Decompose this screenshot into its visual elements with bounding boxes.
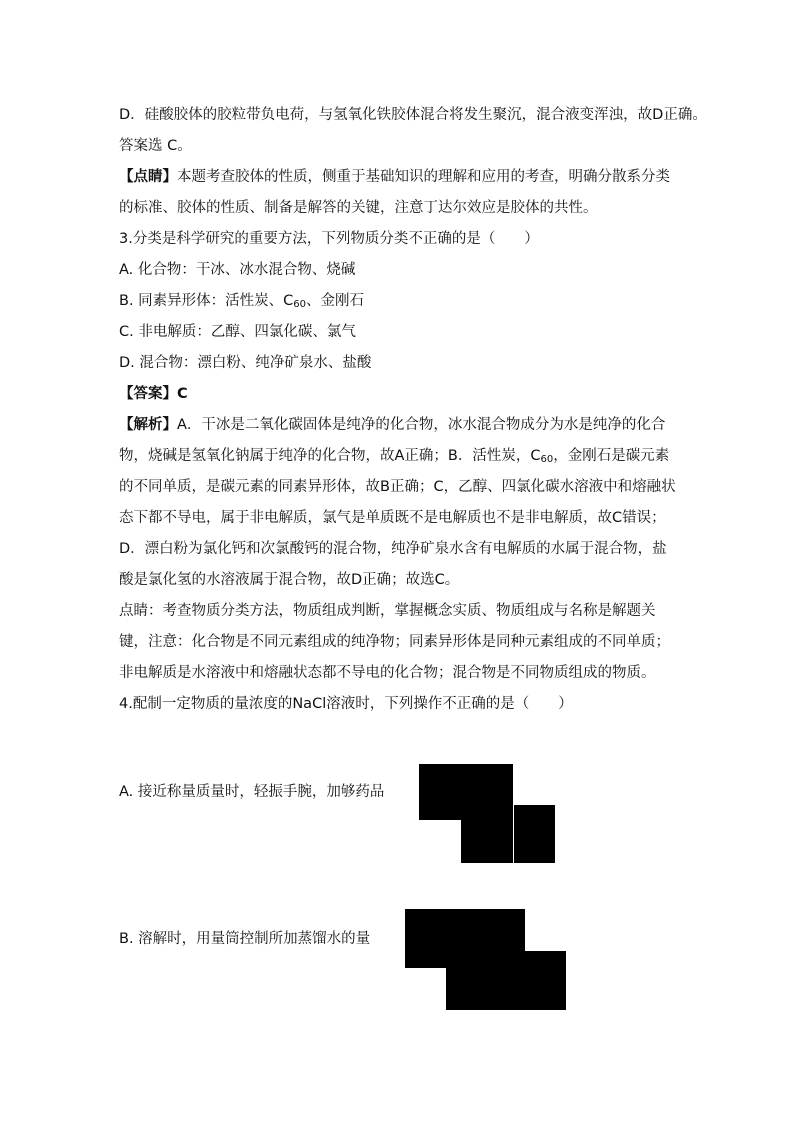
option-d-explanation: D．硅酸胶体的胶粒带负电荷，与氢氧化铁胶体混合将发生聚沉，混合液变浑浊，故D正确。	[119, 107, 707, 123]
question-3-analysis: 【解析】A．干冰是二氧化碳固体是纯净的化合物，冰水混合物成分为水是纯净的化合物，烧碱是氢氧化钠属于纯净的化合物，故A正确；B．活性炭，$C_{60}$，金刚石是碳元素的不同单质，是碳元素的同素异形体，故B正确；C，乙醇、四氯化碳水溶液中和熔融状态下都不导电，属于非电解质，氯气是单质既不是电解质也不是非电解质，故C错误；D．漂白粉为氯化钙和次氯酸钙的混合物，纯净矿泉水含有电解质的水属于混合物，盐酸是氯化氢的水溶液属于混合物，故D正确；故选C。	[119, 417, 676, 588]
question-3-option-c: C. 非电解质：乙醇、四氯化碳、氯气	[119, 324, 356, 340]
dianjing-paragraph	[119, 162, 679, 224]
question-3-answer: 【答案】C	[119, 386, 188, 402]
dianjing-text: 本题考查胶体的性质，侧重于基础知识的理解和应用的考查，明确分散系分类的标准、胶体的性质、制备是解答的关键，注意丁达尔效应是胶体的共性。	[119, 169, 670, 216]
question-3-dianjing: 点睛：考查物质分类方法，物质组成判断，掌握概念实质、物质组成与名称是解题关键，注意：化合物是不同元素组成的纯净物；同素异形体是同种元素组成的不同单质；非电解质是水溶液中和熔融状态都不导电的化合物；混合物是不同物质组成的物质。	[119, 603, 670, 681]
answer-line: 答案选 C。	[119, 138, 192, 154]
question-3-option-a: A. 化合物：干冰、冰水混合物、烧碱	[119, 262, 356, 278]
question-4-option-a: A. 接近称量质量时，轻振手腕，加够药品	[119, 784, 385, 800]
question-4-option-b: B. 溶解时，用量筒控制所加蒸馏水的量	[119, 931, 371, 947]
option-a-image-block	[514, 805, 555, 863]
document-body	[119, 100, 707, 720]
question-3-option-b: B. 同素异形体：活性炭、$C_{60}$、金刚石	[119, 293, 365, 310]
analysis-tag: 【解析】	[119, 417, 177, 433]
option-a-image-block	[419, 764, 513, 820]
question-3-stem: 3.分类是科学研究的重要方法，下列物质分类不正确的是（ ）	[119, 231, 539, 247]
option-a-image-block	[461, 820, 513, 863]
question-4-stem: 4.配制一定物质的量浓度的NaCl溶液时，下列操作不正确的是（ ）	[119, 696, 573, 712]
question-3-option-d: D. 混合物：漂白粉、纯净矿泉水、盐酸	[119, 355, 372, 371]
dianjing-tag: 【点睛】	[119, 169, 177, 185]
option-b-image-block	[446, 951, 566, 1010]
